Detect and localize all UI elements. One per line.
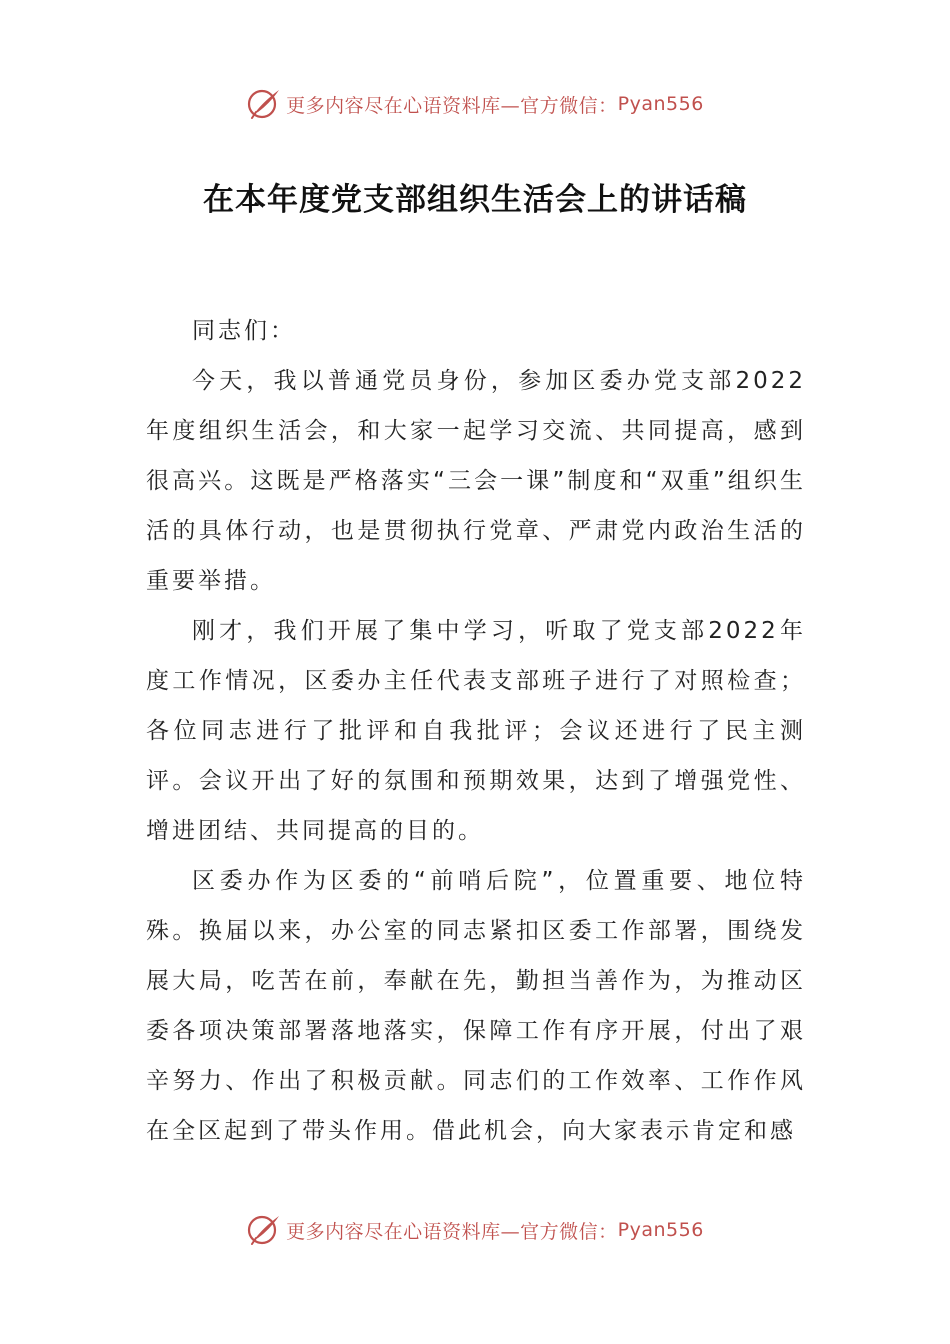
- footer-watermark: [0, 1210, 950, 1250]
- document-body: [146, 306, 806, 1156]
- quill-logo-icon: [246, 1212, 282, 1248]
- quill-logo-icon: [246, 86, 282, 122]
- paragraph-salutation: 同志们：: [192, 318, 296, 344]
- watermark-text: 更多内容尽在心语资料库—官方微信：: [286, 1220, 618, 1243]
- paragraph: 区委办作为区委的“前哨后院”，位置重要、地位特殊。换届以来，办公室的同志紧扣区委工作部署，围绕发展大局，吃苦在前，奉献在先，勤担当善作为，为推动区委各项决策部署落地落实，保障工作有序开展，付出了艰辛努力、作出了积极贡献。同志们的工作效率、工作作风在全区起到了带头作用。借此机会，向大家表示肯定和感: [146, 868, 806, 1144]
- document-title: 在本年度党支部组织生活会上的讲话稿: [203, 182, 747, 218]
- watermark-text: 更多内容尽在心语资料库—官方微信：: [286, 94, 618, 117]
- watermark-wechat-id: Pyan556: [617, 1219, 704, 1241]
- watermark-wechat-id: Pyan556: [617, 93, 704, 115]
- header-watermark: [0, 84, 950, 124]
- paragraph: 刚才，我们开展了集中学习，听取了党支部2022年度工作情况，区委办主任代表支部班子进行了对照检查；各位同志进行了批评和自我批评；会议还进行了民主测评。会议开出了好的氛围和预期效果，达到了增强党性、增进团结、共同提高的目的。: [146, 618, 806, 844]
- paragraph: 今天，我以普通党员身份，参加区委办党支部2022年度组织生活会，和大家一起学习交流、共同提高，感到很高兴。这既是严格落实“三会一课”制度和“双重”组织生活的具体行动，也是贯彻执行党章、严肃党内政治生活的重要举措。: [146, 368, 806, 594]
